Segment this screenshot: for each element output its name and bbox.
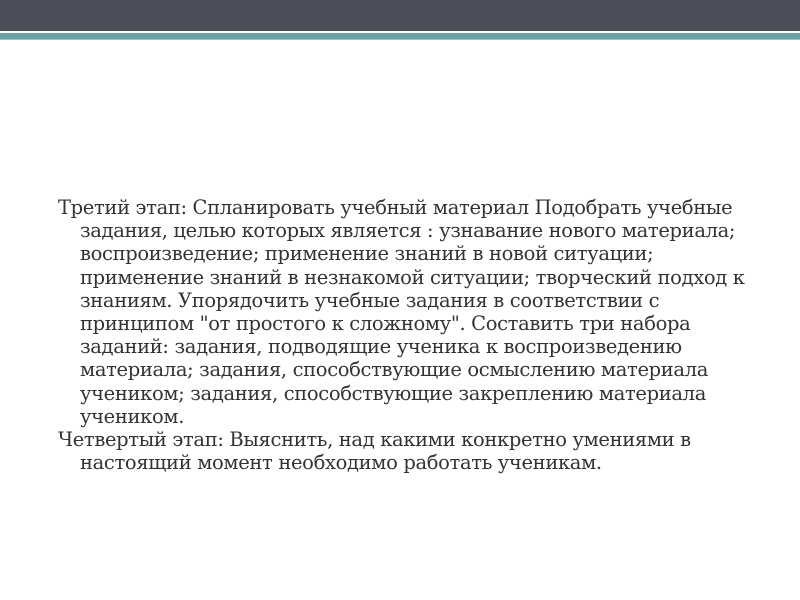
paragraph-stage-three: Третий этап: Спланировать учебный материал Подобрать учебные задания, целью которых является : узнавание нового материала; воспроизведение; применение знаний в новой ситуации; применение знаний в незнакомой ситуации; творческий подход к знаниям. Упорядочить учебные задания в соответствии с принципом "от простого к сложному". Составить три набора заданий: задания, подводящие ученика к воспроизведению материала; задания, способствующие осмыслению материала учеником; задания, способствующие закреплению материала учеником.	[58, 196, 745, 428]
slide-body-text	[58, 196, 776, 474]
slide-top-bar	[0, 0, 800, 31]
slide-divider	[0, 39, 800, 40]
paragraph-stage-four: Четвертый этап: Выяснить, над какими конкретно умениями в настоящий момент необходимо работать ученикам.	[58, 428, 691, 475]
